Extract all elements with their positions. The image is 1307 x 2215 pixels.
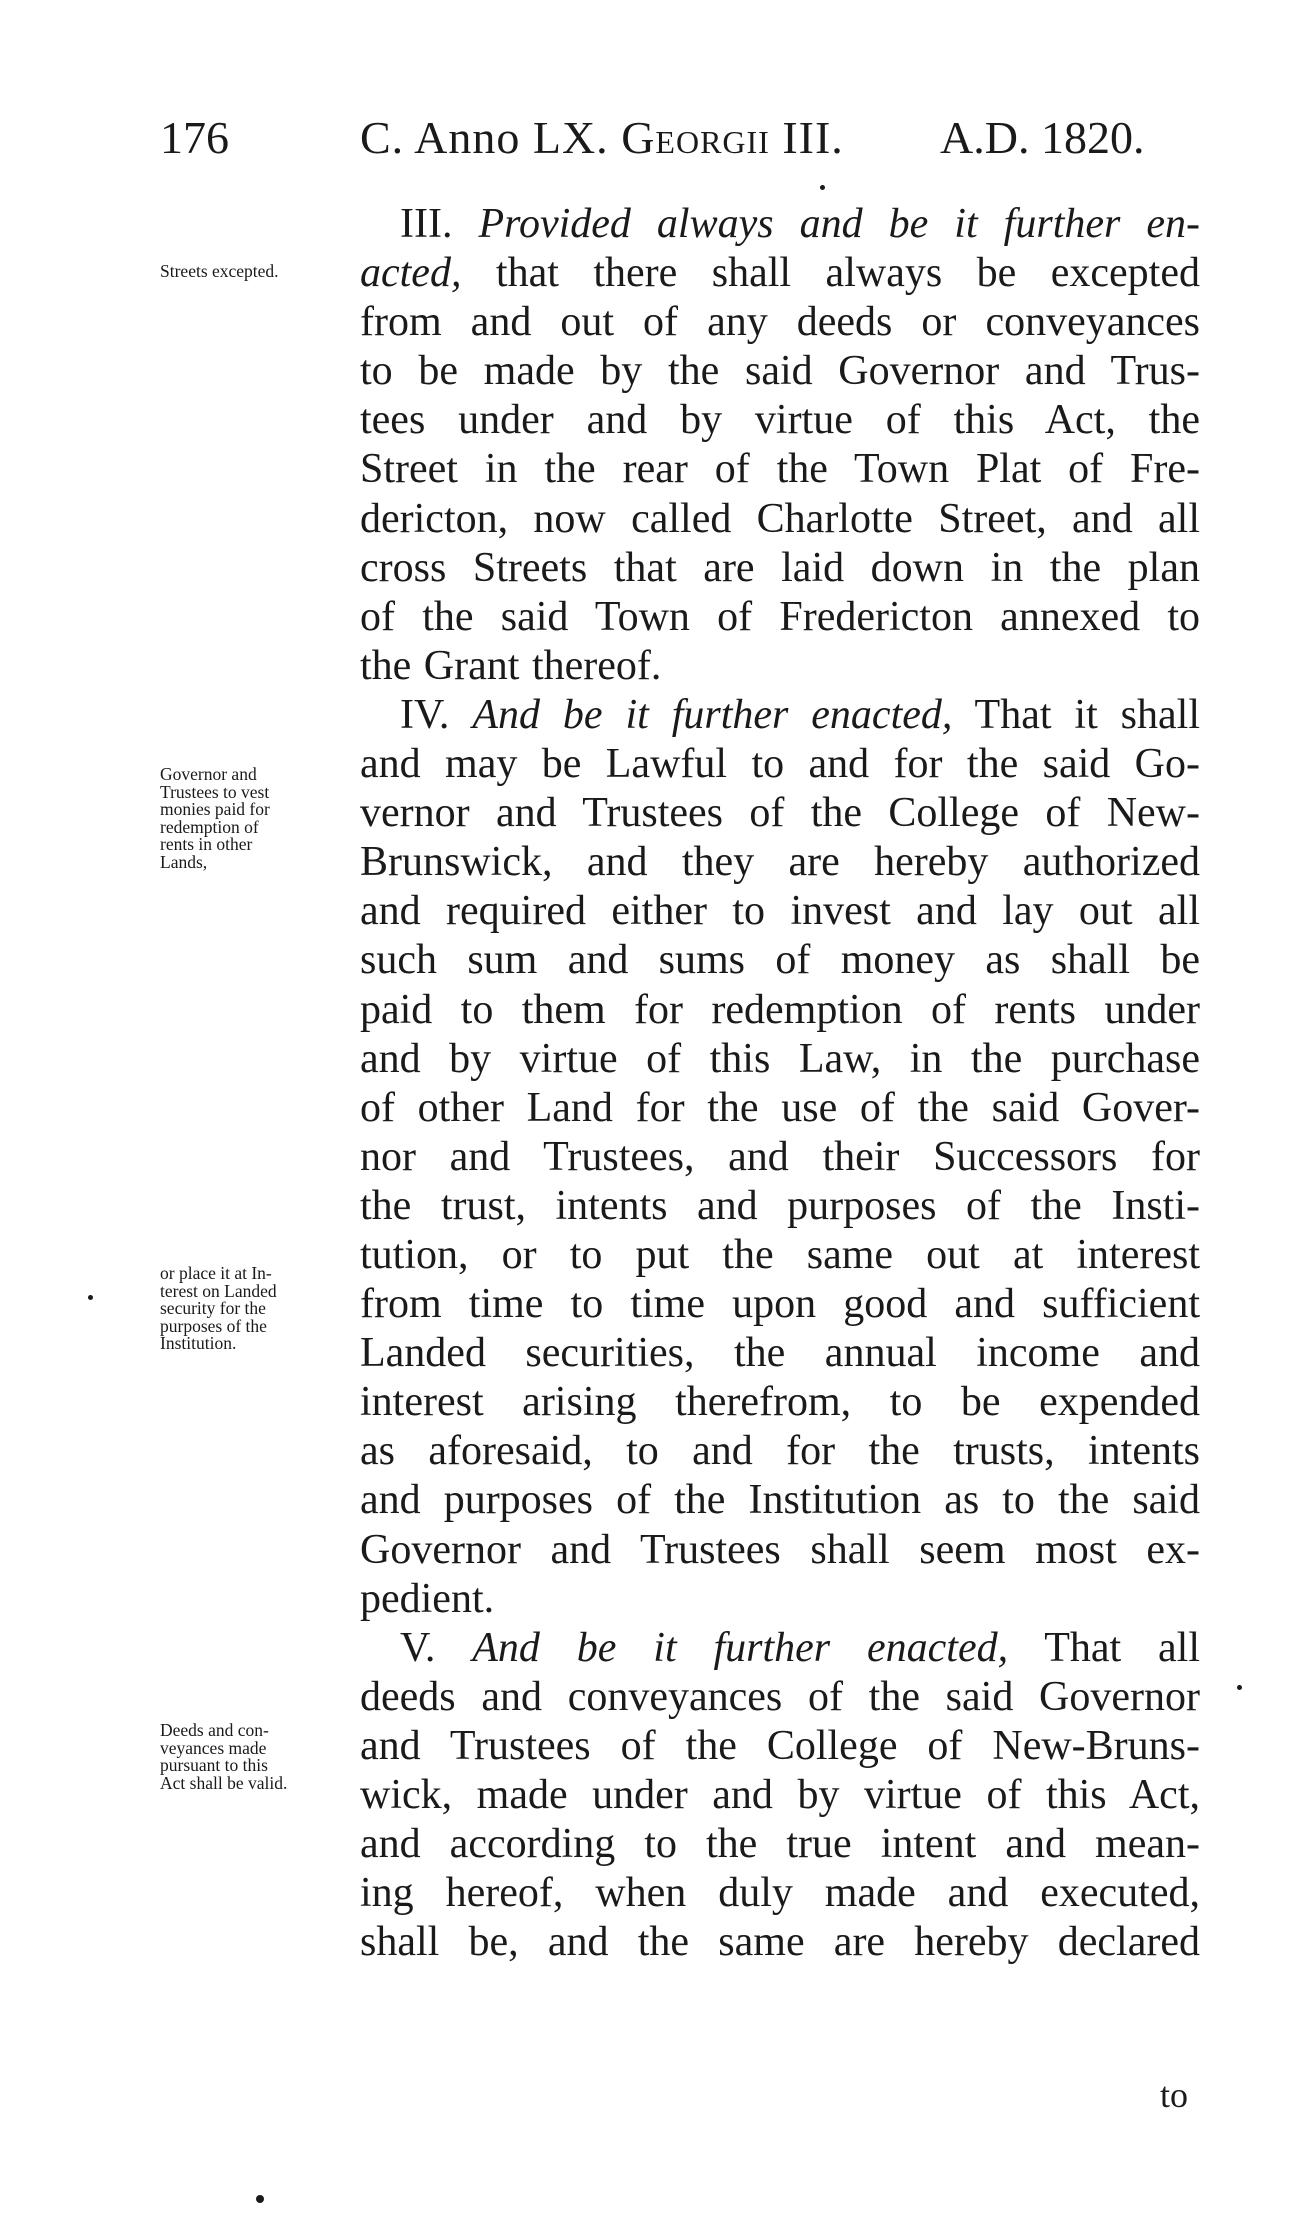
roman-text: pedient. <box>360 1575 495 1622</box>
margin-note-deeds-valid <box>160 1722 360 1792</box>
roman-text: and by virtue of this Law, in the purchase <box>360 1035 1200 1082</box>
body-line <box>360 593 1200 642</box>
italic-text: Provided always and be it further en- <box>478 201 1200 247</box>
roman-text: and required either to invest and lay out all <box>360 888 1200 935</box>
body-line <box>360 1329 1200 1378</box>
margin-note-line: Trustees to vest <box>160 781 270 802</box>
roman-text: to be made by the said Governor and Trus- <box>360 348 1200 395</box>
roman-text: ing hereof, when duly made and executed, <box>360 1870 1200 1917</box>
roman-text: paid to them for redemption of rents under <box>360 986 1200 1033</box>
margin-note-line: monies paid for <box>160 799 270 819</box>
roman-text: Brunswick, and they are hereby authorized <box>360 839 1200 886</box>
catchword: to <box>1160 2075 1189 2115</box>
body-line <box>360 1182 1200 1231</box>
roman-text: deeds and conveyances of the said Governor <box>360 1673 1200 1720</box>
running-title <box>360 108 844 168</box>
roman-text: interest arising therefrom, to be expended <box>360 1379 1200 1426</box>
roman-text: vernor and Trustees of the College of New- <box>360 790 1200 837</box>
roman-text: from and out of any deeds or conveyances <box>360 299 1200 346</box>
italic-text: And be it further enacted, <box>472 691 953 738</box>
body-line <box>360 347 1200 396</box>
margin-note-line: terest on Landed <box>160 1280 277 1301</box>
print-speck <box>1237 1685 1242 1690</box>
roman-text: III. <box>400 201 479 247</box>
margin-note-line: or place it at In- <box>160 1263 272 1283</box>
margin-note-streets-excepted <box>160 263 360 281</box>
margin-note-line: Governor and <box>160 764 257 784</box>
body-line <box>360 1820 1200 1869</box>
margin-note-line: Institution. <box>160 1333 237 1353</box>
body-line <box>360 1231 1200 1280</box>
roman-text: That it shall <box>952 691 1201 738</box>
body-line <box>360 887 1200 936</box>
margin-note-line: redemption of <box>160 816 259 837</box>
body-line <box>360 1084 1200 1133</box>
body-line <box>360 1476 1200 1525</box>
roman-text: that there shall always be excepted <box>461 250 1200 297</box>
running-title-suffix: III. <box>769 112 844 163</box>
body-line <box>360 1771 1200 1820</box>
margin-note-line: security for the <box>160 1298 266 1318</box>
body-line <box>360 1722 1200 1771</box>
running-date: A.D. 1820. <box>940 112 1145 163</box>
roman-text: Governor and Trustees shall seem most ex- <box>360 1526 1200 1573</box>
running-header <box>160 108 1200 168</box>
margin-note-line: Deeds and con- <box>160 1720 269 1740</box>
roman-text: the trust, intents and purposes of the Insti- <box>360 1182 1200 1229</box>
body-line <box>360 1133 1200 1182</box>
roman-text: Street in the rear of the Town Plat of Fre- <box>360 446 1200 493</box>
roman-text: the Grant thereof. <box>360 642 662 689</box>
roman-text: tees under and by virtue of this Act, the <box>360 397 1200 444</box>
margin-note-line: rents in other <box>160 834 253 854</box>
roman-text: from time to time upon good and sufficient <box>360 1281 1200 1328</box>
margin-note-line: pursuant to this <box>160 1755 268 1775</box>
roman-text: as aforesaid, to and for the trusts, intents <box>360 1428 1200 1475</box>
body-line <box>360 1427 1200 1476</box>
body-line <box>360 838 1200 887</box>
body-line <box>360 1280 1200 1329</box>
body-line <box>360 642 1200 691</box>
body-line <box>360 789 1200 838</box>
print-speck <box>820 185 825 190</box>
body-line <box>360 1918 1200 1967</box>
body-line <box>360 1526 1200 1575</box>
body-line <box>360 1869 1200 1918</box>
margin-note-line: Lands, <box>160 851 208 872</box>
body-line <box>360 200 1200 249</box>
roman-text: nor and Trustees, and their Successors for <box>360 1133 1200 1180</box>
margin-note-governor-trustees <box>160 766 360 871</box>
italic-text: And be it further enacted, <box>472 1624 1009 1671</box>
body-line <box>360 298 1200 347</box>
print-speck <box>88 1295 93 1300</box>
body-line <box>360 544 1200 593</box>
body-line <box>360 1673 1200 1722</box>
body-line <box>360 986 1200 1035</box>
body-line <box>360 1378 1200 1427</box>
roman-text: wick, made under and by virtue of this Act, <box>360 1772 1200 1818</box>
roman-text: tution, or to put the same out at interest <box>360 1231 1200 1278</box>
body-line <box>360 445 1200 494</box>
roman-text: cross Streets that are laid down in the plan <box>360 544 1200 591</box>
roman-text: dericton, now called Charlotte Street, and all <box>360 495 1200 542</box>
body-line <box>360 495 1200 544</box>
roman-text: V. <box>400 1624 473 1671</box>
margin-note-line: Act shall be valid. <box>160 1772 288 1793</box>
roman-text: IV. <box>400 691 473 738</box>
body-line <box>360 740 1200 789</box>
body-line <box>360 1035 1200 1084</box>
roman-text: That all <box>1008 1624 1201 1671</box>
margin-note-line: purposes of the <box>160 1315 267 1336</box>
margin-note-line: veyances made <box>160 1737 267 1758</box>
body-line <box>360 1575 1200 1624</box>
margin-note-line: Streets excepted. <box>160 261 279 281</box>
roman-text: of the said Town of Fredericton annexed to <box>360 593 1200 640</box>
roman-text: Landed securities, the annual income and <box>360 1330 1200 1377</box>
running-title-reign: Georgii <box>621 112 770 163</box>
roman-text: shall be, and the same are hereby declared <box>360 1919 1200 1966</box>
roman-text: and may be Lawful to and for the said Go- <box>360 741 1200 788</box>
roman-text: and purposes of the Institution as to the said <box>360 1477 1200 1524</box>
body-line <box>360 936 1200 985</box>
page-number: 176 <box>160 112 229 163</box>
body-line <box>360 1624 1200 1673</box>
body-line <box>360 691 1200 740</box>
roman-text: of other Land for the use of the said Gover- <box>360 1084 1200 1131</box>
margin-note-landed-security <box>160 1265 360 1353</box>
roman-text: and according to the true intent and mean- <box>360 1821 1200 1868</box>
italic-text: acted, <box>360 250 462 297</box>
roman-text: and Trustees of the College of New-Bruns- <box>360 1722 1200 1769</box>
print-speck <box>256 2195 264 2203</box>
running-title-prefix: C. Anno LX. <box>360 112 622 163</box>
statute-body-text <box>360 200 1200 1967</box>
body-line <box>360 249 1200 298</box>
body-line <box>360 396 1200 445</box>
roman-text: such sum and sums of money as shall be <box>360 937 1200 984</box>
